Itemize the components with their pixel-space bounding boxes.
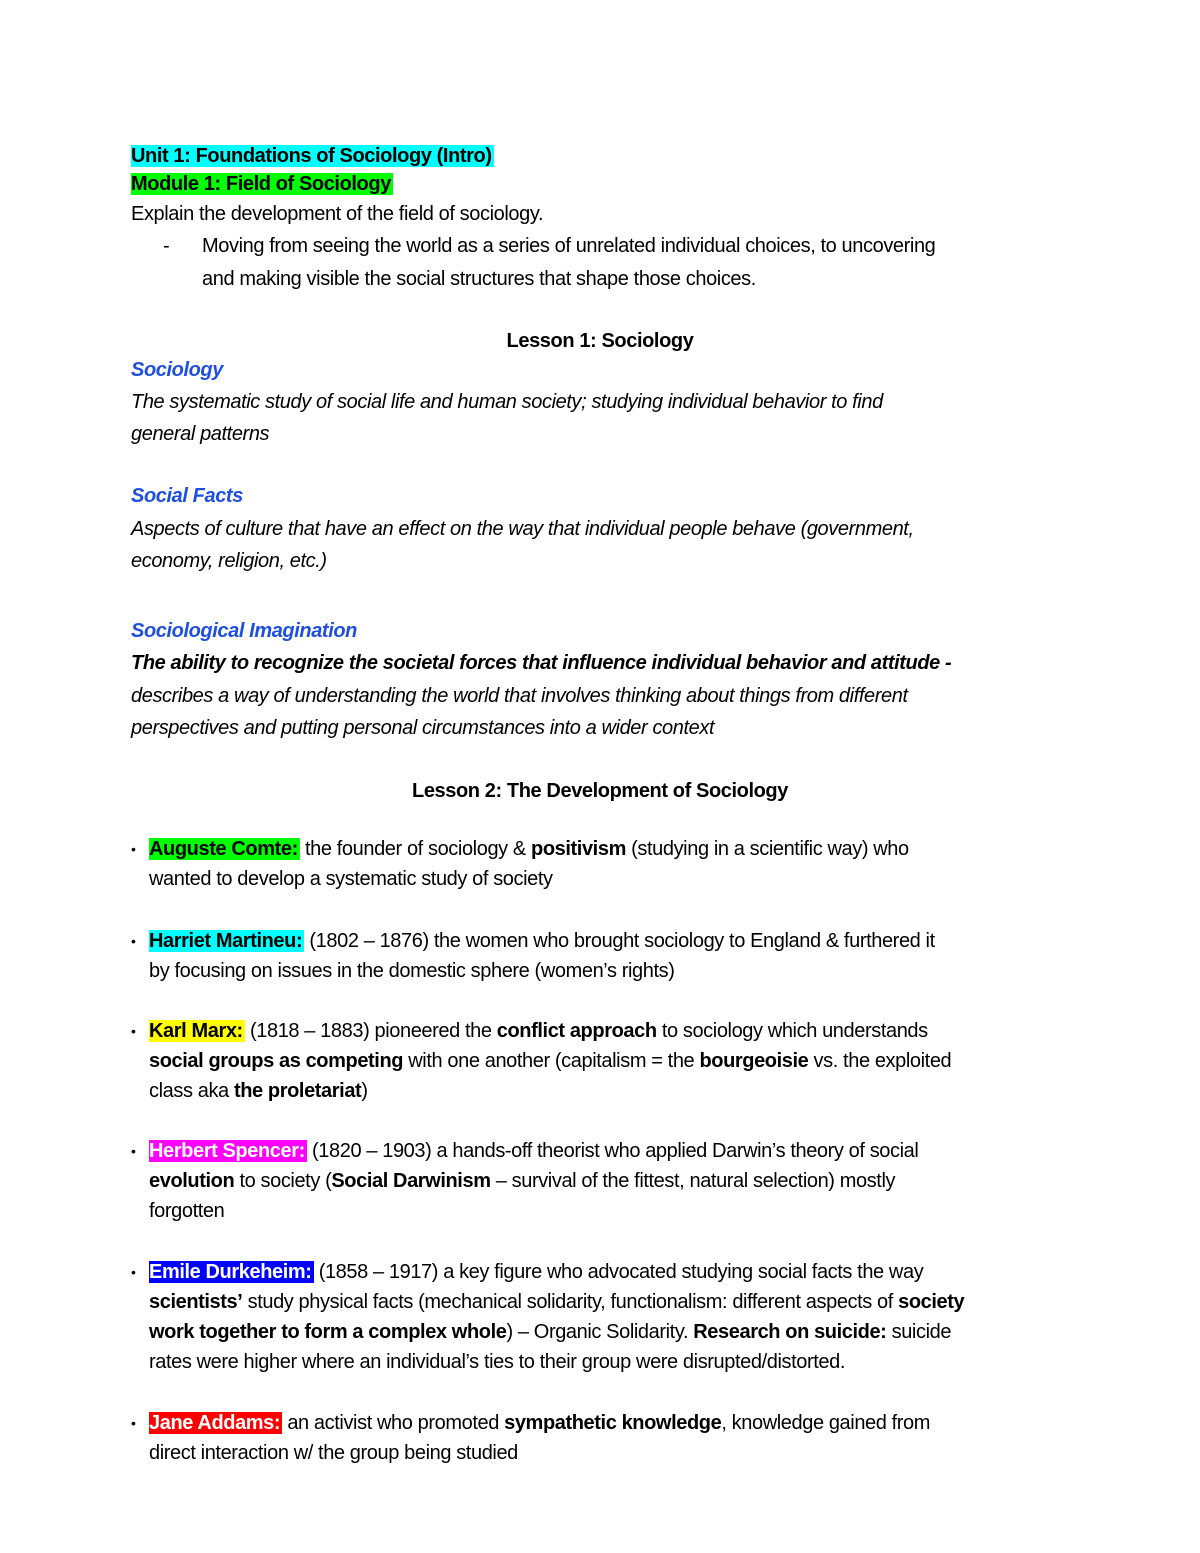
def-imagination-line1: describes a way of understanding the world that involves thinking about things from different xyxy=(131,685,908,707)
marx-line3 xyxy=(149,1076,368,1106)
text: – survival of the fittest, natural selection) mostly xyxy=(490,1170,896,1192)
text: ) – Organic Solidarity. xyxy=(506,1321,694,1343)
lesson1-title: Lesson 1: Sociology xyxy=(506,330,694,352)
term-sociology: Sociology xyxy=(131,359,223,381)
unit-heading xyxy=(131,141,494,171)
list-item-marx xyxy=(149,1016,928,1046)
term-social-facts: Social Facts xyxy=(131,485,243,507)
list-item-comte xyxy=(149,834,909,864)
comte-line2: wanted to develop a systematic study of society xyxy=(149,868,553,890)
def-social-facts-line2: economy, religion, etc.) xyxy=(131,550,327,572)
list-item-addams xyxy=(149,1408,930,1438)
list-item-durkheim xyxy=(149,1257,923,1287)
def-imagination-bold: The ability to recognize the societal forces that influence individual behavior and attitude - xyxy=(131,652,952,674)
bullet-icon: • xyxy=(131,1264,136,1280)
bold-text: work together to form a complex whole xyxy=(149,1321,507,1343)
text: , knowledge gained from xyxy=(721,1412,931,1434)
objective-detail-line2: and making visible the social structures that shape those choices. xyxy=(202,268,756,290)
spencer-line3: forgotten xyxy=(149,1200,225,1222)
dash-marker: - xyxy=(163,235,170,257)
bullet-icon: • xyxy=(131,841,136,857)
text: class aka xyxy=(149,1080,234,1102)
durkheim-line3 xyxy=(149,1317,951,1347)
bold-text: Research on suicide: xyxy=(693,1321,887,1343)
unit-title: Unit 1: Foundations of Sociology (Intro) xyxy=(131,145,492,167)
bullet-icon: • xyxy=(131,1415,136,1431)
bold-text: Social Darwinism xyxy=(331,1170,491,1192)
module-title: Module 1: Field of Sociology xyxy=(131,173,391,195)
term-sociological-imagination: Sociological Imagination xyxy=(131,620,357,642)
spencer-line2 xyxy=(149,1166,895,1196)
name-durkheim: Emile Durkeheim: xyxy=(149,1261,312,1283)
durkheim-line2 xyxy=(149,1287,964,1317)
bold-text: scientists’ xyxy=(149,1291,243,1313)
text: (1820 – 1903) a hands-off theorist who applied Darwin’s theory of social xyxy=(306,1140,919,1162)
text: (1818 – 1883) pioneered the xyxy=(244,1020,497,1042)
bold-text: evolution xyxy=(149,1170,235,1192)
bold-text: sympathetic knowledge xyxy=(504,1412,722,1434)
name-marx: Karl Marx: xyxy=(149,1020,243,1042)
text: an activist who promoted xyxy=(282,1412,505,1434)
bullet-icon: • xyxy=(131,933,136,949)
text: (1858 – 1917) a key figure who advocated studying social facts the way xyxy=(313,1261,924,1283)
text: vs. the exploited xyxy=(808,1050,952,1072)
name-spencer: Herbert Spencer: xyxy=(149,1140,305,1162)
text: (1802 – 1876) the women who brought sociology to England & furthered it xyxy=(304,930,935,952)
durkheim-line4: rates were higher where an individual’s ties to their group were disrupted/distorted. xyxy=(149,1351,846,1373)
text: with one another (capitalism = the xyxy=(403,1050,700,1072)
text: (studying in a scientific way) who xyxy=(625,838,909,860)
list-item-martineau xyxy=(149,926,935,956)
name-addams: Jane Addams: xyxy=(149,1412,281,1434)
module-heading xyxy=(131,169,393,199)
text: to sociology which understands xyxy=(656,1020,928,1042)
bold-text: social groups as competing xyxy=(149,1050,404,1072)
text: study physical facts (mechanical solidarity, functionalism: different aspects of xyxy=(242,1291,899,1313)
bullet-icon: • xyxy=(131,1143,136,1159)
bold-text: the proletariat xyxy=(233,1080,362,1102)
addams-line2: direct interaction w/ the group being studied xyxy=(149,1442,518,1464)
def-social-facts-line1: Aspects of culture that have an effect on the way that individual people behave (government, xyxy=(131,518,914,540)
objective-detail-line1: Moving from seeing the world as a series of unrelated individual choices, to uncovering xyxy=(202,235,936,257)
def-sociology-line2: general patterns xyxy=(131,423,270,445)
martineau-line2: by focusing on issues in the domestic sphere (women’s rights) xyxy=(149,960,675,982)
name-martineau: Harriet Martineu: xyxy=(149,930,303,952)
def-imagination-line2: perspectives and putting personal circumstances into a wider context xyxy=(131,717,715,739)
text: to society ( xyxy=(234,1170,332,1192)
marx-line2 xyxy=(149,1046,951,1076)
bold-text: positivism xyxy=(531,838,626,860)
lesson2-title: Lesson 2: The Development of Sociology xyxy=(412,780,788,802)
text: ) xyxy=(361,1080,368,1102)
text: the founder of sociology & xyxy=(299,838,532,860)
bold-text: bourgeoisie xyxy=(699,1050,809,1072)
name-comte: Auguste Comte: xyxy=(149,838,298,860)
bullet-icon: • xyxy=(131,1023,136,1039)
text: suicide xyxy=(886,1321,952,1343)
objective-text: Explain the development of the field of sociology. xyxy=(131,203,544,225)
bold-text: society xyxy=(898,1291,965,1313)
list-item-spencer xyxy=(149,1136,918,1166)
def-sociology-line1: The systematic study of social life and human society; studying individual behavior to find xyxy=(131,391,883,413)
bold-text: conflict approach xyxy=(496,1020,657,1042)
